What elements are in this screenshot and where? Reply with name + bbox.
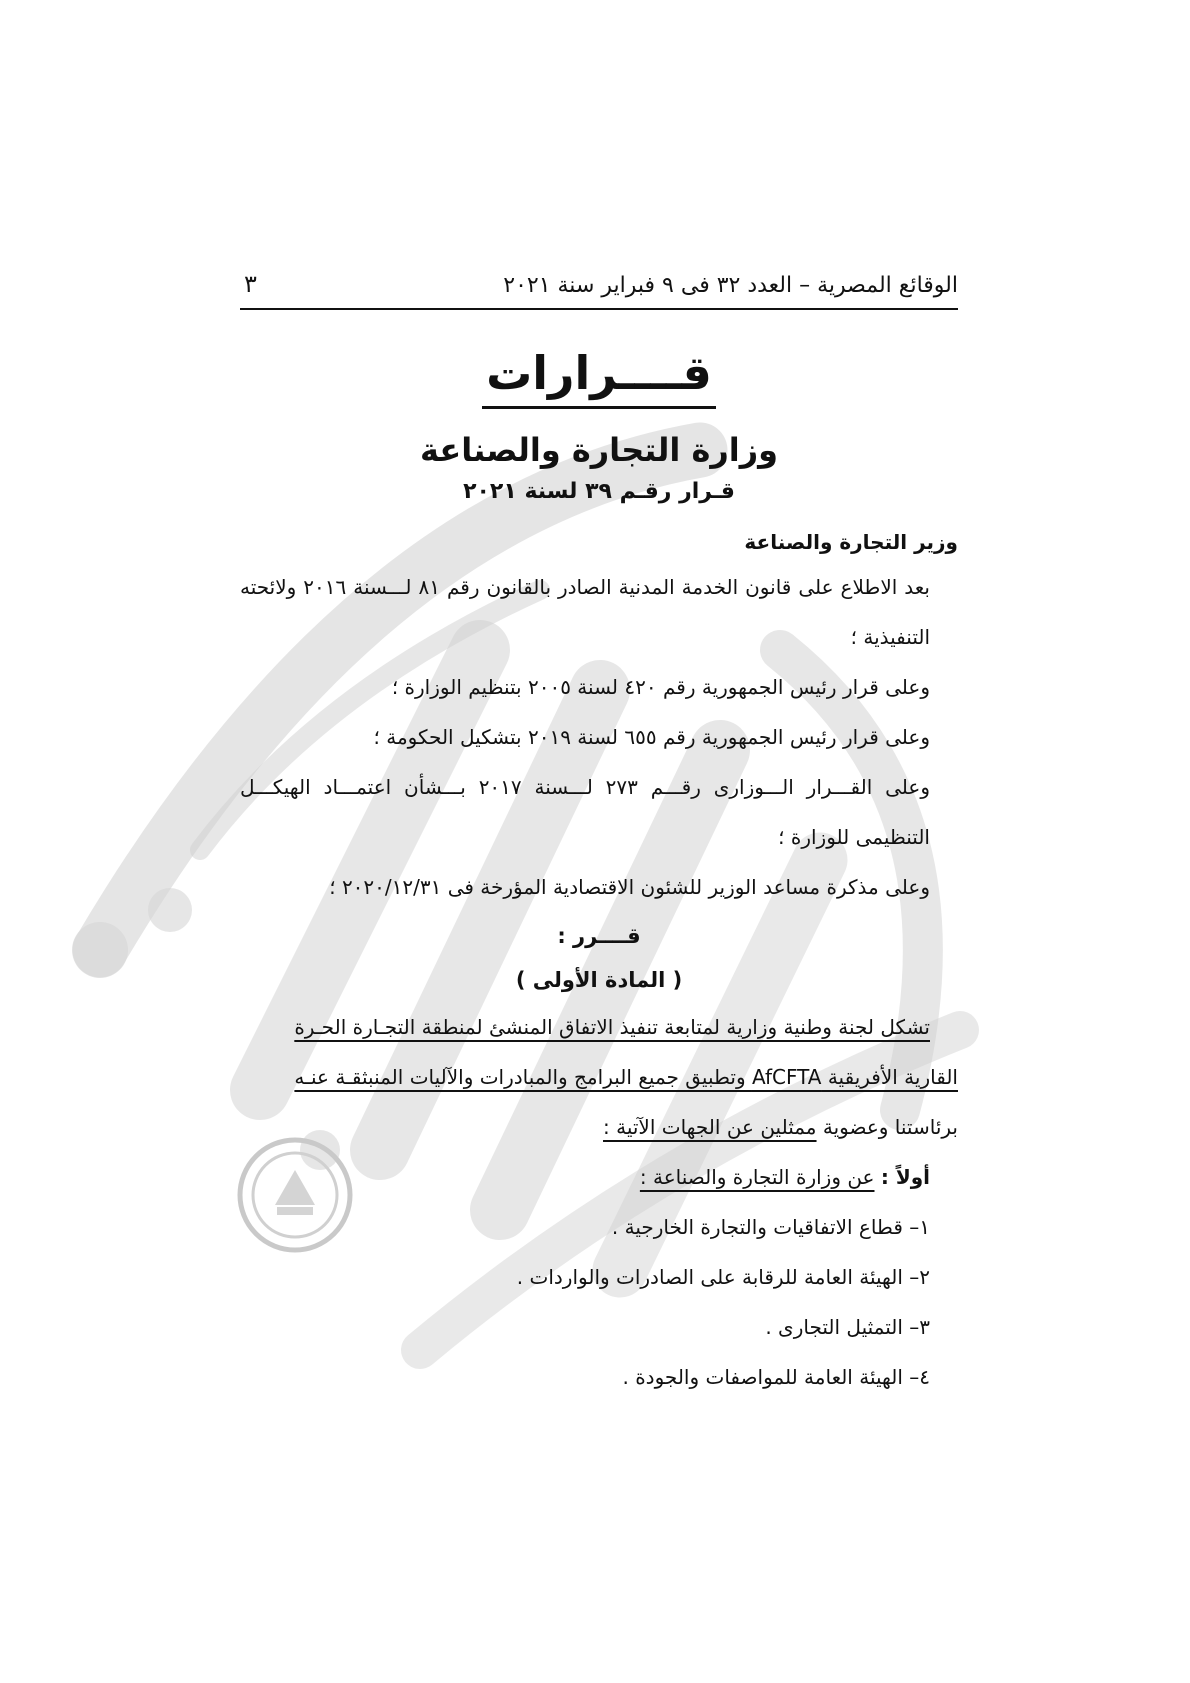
preamble-item: وعلى قرار رئيس الجمهورية رقم ٦٥٥ لسنة ٢٠١٩ بتشكيل الحكومة ؛: [373, 725, 930, 749]
first-group: [240, 1152, 958, 1202]
article-text-line: [240, 1052, 958, 1102]
list-item: ١– قطاع الاتفاقيات والتجارة الخارجية .: [611, 1215, 930, 1239]
first-label: أولاً :: [880, 1165, 930, 1189]
preamble-item: وعلى مذكرة مساعد الوزير للشئون الاقتصادية المؤرخة فى ٢٠٢٠/١٢/٣١ ؛: [329, 875, 930, 899]
gazette-header: [240, 270, 958, 310]
article-line-3: برئاستنا وعضوية: [816, 1115, 958, 1139]
decision-heading: قــــرر :: [557, 924, 641, 948]
article-line-3-underlined: ممثلين عن الجهات الآتية :: [603, 1115, 817, 1139]
document-page: [240, 270, 958, 1402]
page-number: ٣: [244, 270, 257, 298]
first-group-text: عن وزارة التجارة والصناعة :: [639, 1165, 875, 1189]
article-text-line: [240, 1002, 958, 1052]
article-line-1: تشكل لجنة وطنية وزارية لمتابعة تنفيذ الاتفاق المنشئ لمنطقة التجـارة الحـرة: [294, 1015, 930, 1039]
list-item: ٤– الهيئة العامة للمواصفات والجودة .: [622, 1365, 930, 1389]
minister-title: وزير التجارة والصناعة: [744, 530, 958, 554]
article-title: ( المادة الأولى ): [515, 968, 683, 992]
preamble-item: وعلى القـــرار الـــوزارى رقـــم ٢٧٣ لـــسنة ٢٠١٧ بـــشأن اعتمـــاد الهيكـــل التنظيمى للوزارة ؛: [240, 775, 930, 849]
section-title: قــــرارات: [482, 346, 716, 409]
decree-number: قـرار رقـم ٣٩ لسنة ٢٠٢١: [463, 479, 735, 504]
list-item: ٣– التمثيل التجارى .: [765, 1315, 930, 1339]
preamble-item: وعلى قرار رئيس الجمهورية رقم ٤٢٠ لسنة ٢٠٠٥ بتنظيم الوزارة ؛: [391, 675, 930, 699]
list-item: ٢– الهيئة العامة للرقابة على الصادرات والواردات .: [516, 1265, 930, 1289]
article-line-2: القارية الأفريقية AfCFTA وتطبيق جميع البرامج والمبادرات والآليات المنبثقـة عنـه: [294, 1065, 958, 1089]
gazette-title: الوقائع المصرية – العدد ٣٢ فى ٩ فبراير سنة ٢٠٢١: [503, 273, 958, 298]
article-text-line: [240, 1102, 958, 1152]
ministry-name: وزارة التجارة والصناعة: [419, 431, 779, 469]
preamble-item: بعد الاطلاع على قانون الخدمة المدنية الصادر بالقانون رقم ٨١ لـــسنة ٢٠١٦ ولائحته التنفيذية ؛: [240, 575, 930, 649]
